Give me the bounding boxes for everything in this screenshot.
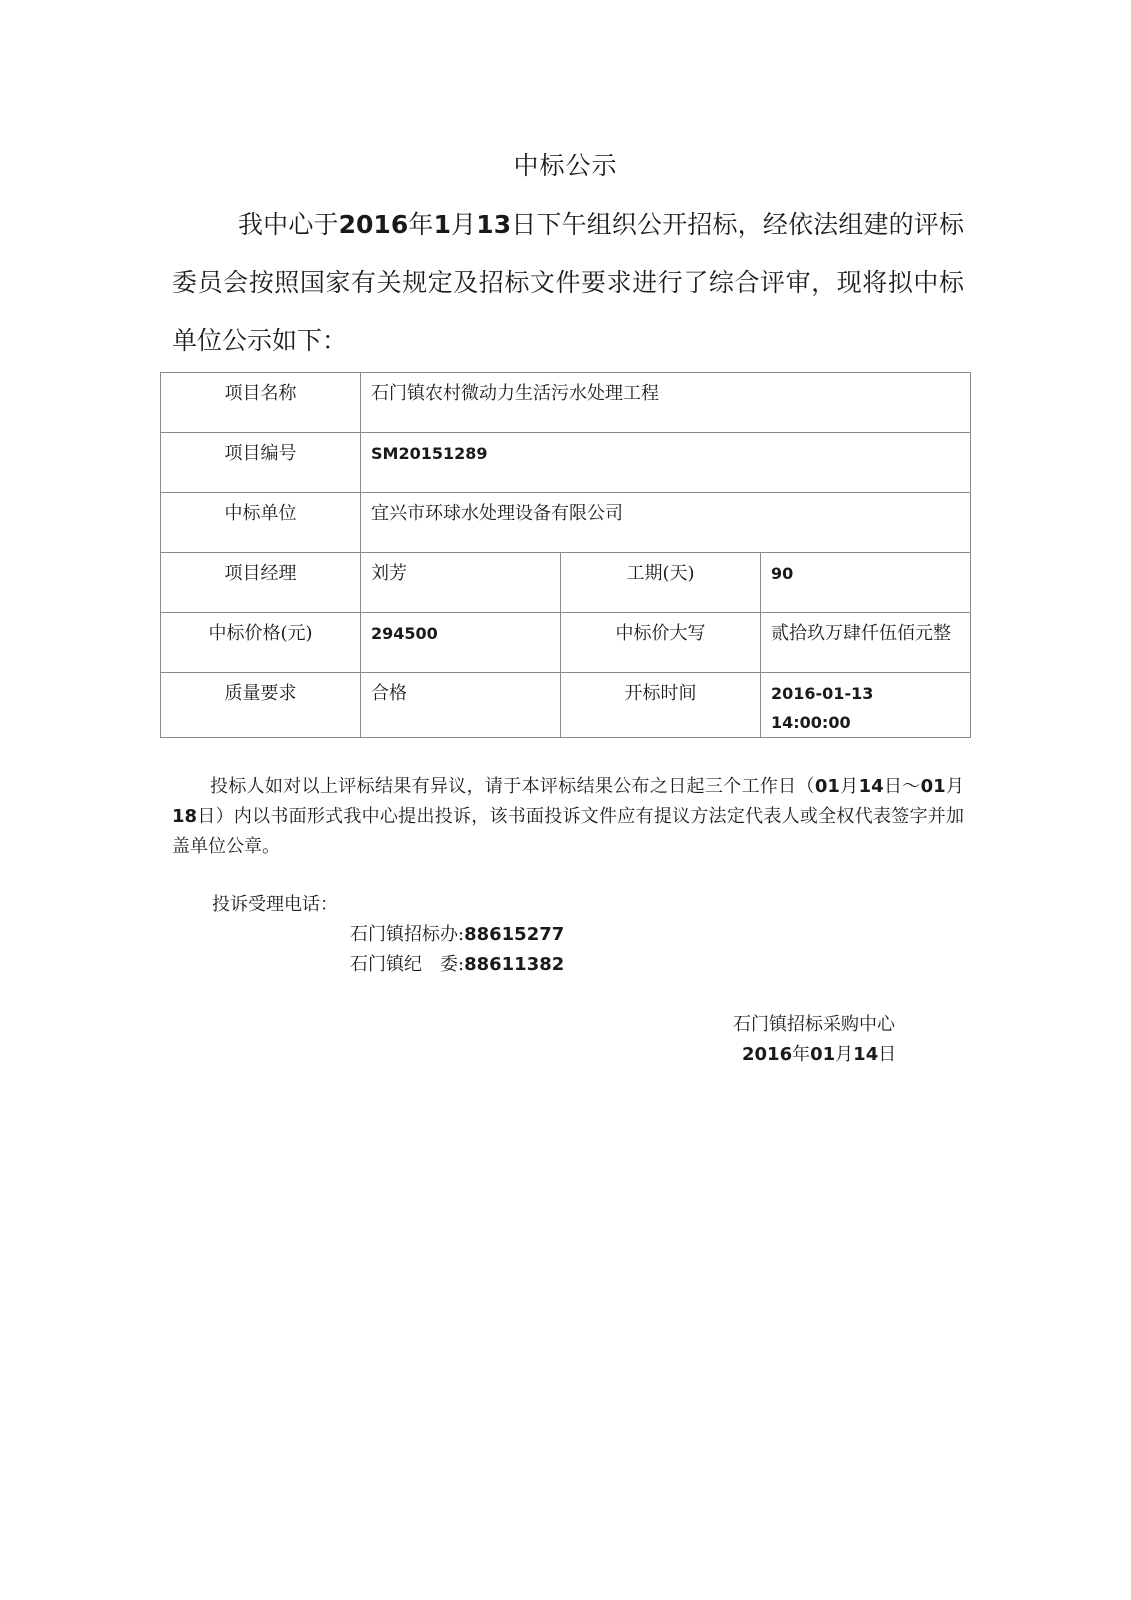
table-row: [161, 493, 971, 553]
table-row: [161, 553, 971, 613]
notice-date-1: 01: [814, 776, 840, 797]
contact-number: 88611382: [464, 954, 565, 975]
project-code-label: 项目编号: [161, 433, 361, 493]
notice-unit-2: 日～: [883, 776, 921, 797]
quality-label: 质量要求: [161, 673, 361, 738]
table-row: [161, 373, 971, 433]
price-label: 中标价格(元): [161, 613, 361, 673]
open-time-value: [761, 673, 971, 738]
intro-text-3: 月: [450, 210, 477, 239]
manager-value: 刘芳: [361, 553, 561, 613]
page-title: 中标公示: [513, 151, 618, 180]
sign-year-unit: 年: [792, 1044, 811, 1065]
price-value: 294500: [361, 613, 561, 673]
price-words-label: 中标价大写: [561, 613, 761, 673]
signature-date: [742, 1040, 896, 1066]
duration-label: 工期(天): [561, 553, 761, 613]
quality-value: 合格: [361, 673, 561, 738]
notice-text-1: 投标人如对以上评标结果有异议，请于本评标结果公布之日起三个工作日（: [210, 776, 815, 797]
intro-paragraph: [172, 196, 964, 370]
project-code-value: SM20151289: [361, 433, 971, 493]
project-name-value: 石门镇农村微动力生活污水处理工程: [361, 373, 971, 433]
sign-year: 2016: [742, 1044, 793, 1065]
intro-month: 1: [433, 210, 451, 239]
sign-month-unit: 月: [835, 1044, 854, 1065]
intro-text-2: 年: [408, 210, 434, 239]
notice-date-2: 14: [858, 776, 884, 797]
price-words-value: 贰拾玖万肆仟伍佰元整: [761, 613, 971, 673]
notice-unit-3: 月: [945, 776, 965, 797]
contact-label: 石门镇纪 委:: [350, 954, 465, 975]
notice-date-3: 01: [920, 776, 946, 797]
manager-label: 项目经理: [161, 553, 361, 613]
signature-organization: 石门镇招标采购中心: [733, 1014, 895, 1035]
open-time-clock: 14:00:00: [771, 713, 851, 732]
duration-value: 90: [761, 553, 971, 613]
table-row: [161, 673, 971, 738]
open-time-date: 2016-01-13: [771, 684, 874, 703]
award-info-table: [160, 372, 971, 738]
sign-day-unit: 日: [878, 1044, 897, 1065]
open-time-label: 开标时间: [561, 673, 761, 738]
contact-line-bidding-office: [350, 920, 564, 946]
notice-text-2: 日）内以书面形式我中心提出投诉，该书面投诉文件应有提议方法定代表人或全权代表签字并加盖单位公章。: [172, 806, 964, 857]
table-row: [161, 433, 971, 493]
sign-month: 01: [810, 1044, 836, 1065]
objection-notice: [172, 772, 964, 862]
contact-heading: 投诉受理电话：: [212, 894, 338, 915]
intro-day: 13: [476, 210, 512, 239]
winner-value: 宜兴市环球水处理设备有限公司: [361, 493, 971, 553]
intro-year: 2016: [338, 210, 409, 239]
notice-unit-1: 月: [839, 776, 859, 797]
contact-line-discipline-committee: [350, 950, 564, 976]
notice-date-4: 18: [172, 806, 198, 827]
intro-text-4: 日下午组织公开招标，经依法组建的评标委员会按照国家有关规定及招标文件要求进行了综合评审，现将拟中标单位公示如下：: [172, 210, 964, 355]
contact-label: 石门镇招标办:: [350, 924, 465, 945]
table-row: [161, 613, 971, 673]
contact-number: 88615277: [464, 924, 565, 945]
intro-text-1: 我中心于: [238, 210, 339, 239]
project-name-label: 项目名称: [161, 373, 361, 433]
winner-label: 中标单位: [161, 493, 361, 553]
sign-day: 14: [853, 1044, 879, 1065]
